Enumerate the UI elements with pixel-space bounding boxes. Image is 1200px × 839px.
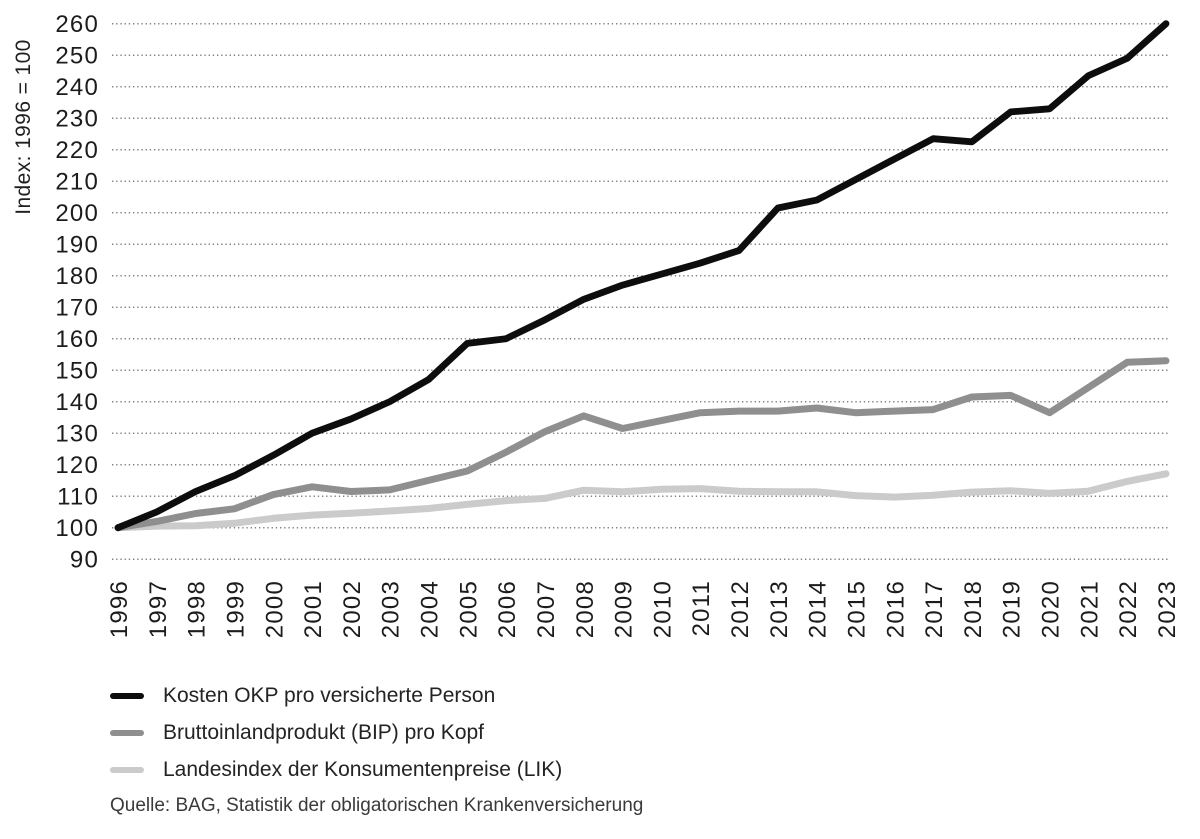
- legend-item-bip: [110, 722, 562, 744]
- y-tick-label: 210: [55, 168, 99, 196]
- y-tick-label: 170: [55, 294, 99, 322]
- y-tick-label: 180: [55, 263, 99, 291]
- x-tick-label: 2005: [455, 580, 483, 639]
- y-tick-label: 260: [55, 11, 99, 39]
- x-tick-label: 2000: [261, 580, 289, 639]
- gridlines: [112, 24, 1170, 560]
- y-tick-label: 240: [55, 74, 99, 102]
- y-tick-label: 150: [55, 357, 99, 385]
- y-tick-label: 220: [55, 137, 99, 165]
- x-tick-label: 1997: [144, 580, 172, 639]
- x-tick-label: 1998: [183, 580, 211, 639]
- x-tick-label: 2010: [649, 580, 677, 639]
- x-tick-label: 2002: [338, 580, 366, 639]
- legend-label-bip: Bruttoinlandprodukt (BIP) pro Kopf: [163, 721, 485, 744]
- y-tick-label: 120: [55, 452, 99, 480]
- legend-label-okp: Kosten OKP pro versicherte Person: [163, 684, 496, 707]
- x-tick-label: 2001: [300, 580, 328, 639]
- x-axis-tick-labels: [106, 580, 1181, 638]
- legend: [110, 685, 562, 796]
- x-tick-label: 2003: [377, 580, 405, 639]
- y-tick-label: 110: [57, 483, 99, 511]
- y-tick-label: 250: [55, 42, 99, 70]
- x-tick-label: 1999: [222, 580, 250, 639]
- y-axis-title: Index: 1996 = 100: [12, 39, 35, 215]
- y-axis-tick-labels: [55, 11, 99, 574]
- x-tick-label: 2015: [843, 580, 871, 639]
- x-tick-label: 2011: [688, 580, 716, 637]
- x-tick-label: 2009: [610, 580, 638, 639]
- x-tick-label: 2023: [1154, 580, 1181, 639]
- y-tick-label: 200: [55, 200, 99, 228]
- legend-swatch-lik: [110, 767, 144, 773]
- x-tick-label: 2021: [1076, 580, 1104, 639]
- x-tick-label: 2020: [1037, 580, 1065, 639]
- x-tick-label: 2008: [571, 580, 599, 639]
- x-tick-label: 2012: [727, 580, 754, 639]
- x-tick-label: 2007: [533, 580, 560, 639]
- y-tick-label: 140: [55, 389, 99, 417]
- legend-swatch-okp: [110, 693, 144, 699]
- y-tick-label: 230: [55, 105, 99, 133]
- series-line-bip: [118, 361, 1166, 528]
- y-tick-label: 160: [55, 326, 99, 354]
- x-tick-label: 2013: [765, 580, 793, 639]
- legend-item-okp: [110, 685, 562, 707]
- series-line-lik: [118, 474, 1166, 528]
- x-tick-label: 2014: [804, 580, 832, 639]
- x-tick-label: 1996: [106, 580, 133, 639]
- x-tick-label: 2016: [882, 580, 910, 639]
- x-tick-label: 2017: [921, 580, 949, 639]
- legend-item-lik: [110, 759, 562, 781]
- legend-swatch-bip: [110, 730, 144, 736]
- x-tick-label: 2019: [998, 580, 1026, 639]
- x-tick-label: 2006: [494, 580, 522, 639]
- y-tick-label: 100: [55, 515, 99, 543]
- y-tick-label: 190: [55, 231, 99, 259]
- x-tick-label: 2022: [1115, 580, 1143, 639]
- x-tick-label: 2018: [959, 580, 987, 639]
- x-tick-label: 2004: [416, 580, 444, 639]
- source-note: Quelle: BAG, Statistik der obligatorischen Krankenversicherung: [110, 795, 644, 816]
- y-tick-label: 90: [69, 546, 99, 574]
- legend-label-lik: Landesindex der Konsumentenpreise (LIK): [163, 758, 563, 781]
- y-tick-label: 130: [55, 420, 99, 448]
